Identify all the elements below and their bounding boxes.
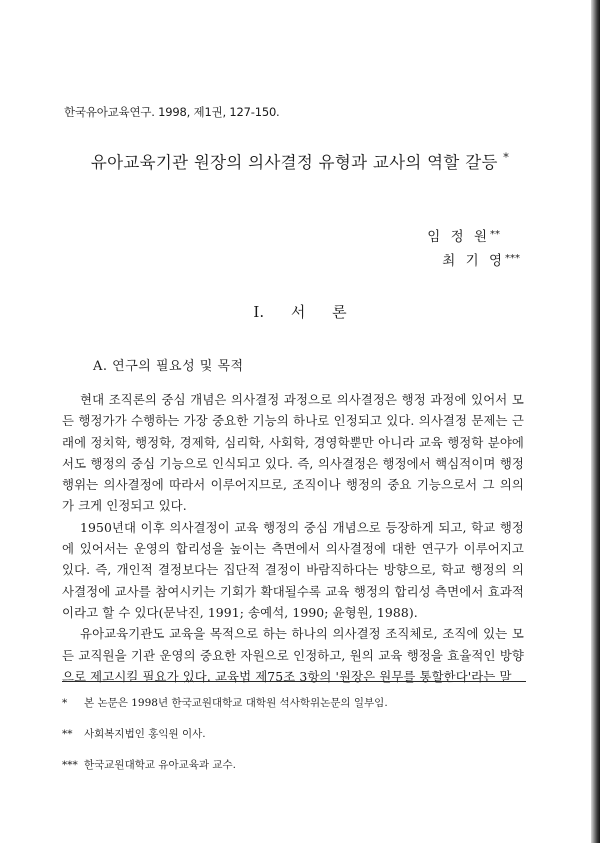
journal-citation: 한국유아교육연구. 1998, 제1권, 127-150. bbox=[64, 105, 280, 119]
footnote-2-mark: ** bbox=[62, 728, 73, 740]
footnote-3-mark: *** bbox=[62, 759, 78, 771]
footnote-1-text: 본 논문은 1998년 한국교원대학교 대학원 석사학위논문의 일부임. bbox=[84, 697, 388, 709]
author-1-mark: ** bbox=[490, 229, 500, 240]
paragraph-3: 유아교육기관도 교육을 목적으로 하는 하나의 의사결정 조직체로, 조직에 있는 모든 교직원을 기관 운영의 중요한 자원으로 인정하고, 원의 교육 행정을 효율적인 방향으로 제고시킬 필요가 있다. 교육법 제75조 3항의 '원장은 원무를 통할한다'라는 말 bbox=[62, 626, 524, 684]
footnote-2 bbox=[62, 727, 532, 741]
author-1-name: 임 정 원 bbox=[427, 229, 490, 245]
footnote-3 bbox=[62, 758, 532, 772]
footnote-rule bbox=[62, 681, 526, 682]
section-heading: I. 서 론 bbox=[253, 303, 347, 321]
title-footnote-mark: * bbox=[503, 151, 510, 164]
paper-title-text: 유아교육기관 원장의 의사결정 유형과 교사의 역할 갈등 bbox=[90, 153, 498, 172]
paragraph-2: 1950년대 이후 의사결정이 교육 행정의 중심 개념으로 등장하게 되고, 학교 행정에 있어서는 운영의 합리성을 높이는 측면에서 의사결정에 대한 연구가 이루어지고 있다. 즉, 개인적 결정보다는 집단적 결정이 바람직하다는 방향으로, 학교 행정의 의사결정에 교사를 참여시키는 기회가 확대될수록 교육 행정의 합리성 측면에서 효과적이라고 할 수 있다(문낙진, 1991; 송예석, 1990; 윤형원, 1988). bbox=[62, 519, 524, 620]
footnote-3-text: 한국교원대학교 유아교육과 교수. bbox=[84, 759, 237, 771]
author-2-name: 최 기 영 bbox=[442, 253, 505, 269]
paper-title bbox=[0, 149, 600, 173]
footnote-1-mark: * bbox=[62, 697, 68, 709]
scan-edge-shadow bbox=[591, 0, 600, 843]
footnote-2-text: 사회복지법인 홍익원 이사. bbox=[84, 728, 206, 740]
footnote-1 bbox=[62, 696, 532, 710]
body-text bbox=[62, 389, 524, 687]
paragraph-1: 현대 조직론의 중심 개념은 의사결정 과정으로 의사결정은 행정 과정에 있어서 모든 행정가가 수행하는 가장 중요한 기능의 하나로 인정되고 있다. 의사결정 문제는 근래에 정치학, 행정학, 경제학, 심리학, 사회학, 경영학뿐만 아니라 교육 행정학 분야에서도 행정의 중심 기능으로 인식되고 있다. 즉, 의사결정은 행정에서 핵심적이며 행정 행위는 의사결정에 따라서 이루어지므로, 조직이나 행정의 중요 기능으로서 그 의의가 크게 인정되고 있다. bbox=[62, 392, 524, 514]
author-2 bbox=[442, 249, 520, 269]
author-1 bbox=[427, 225, 500, 245]
footnotes bbox=[62, 696, 532, 789]
section-subheading: A. 연구의 필요성 및 목적 bbox=[93, 359, 244, 374]
author-2-mark: *** bbox=[505, 253, 520, 264]
